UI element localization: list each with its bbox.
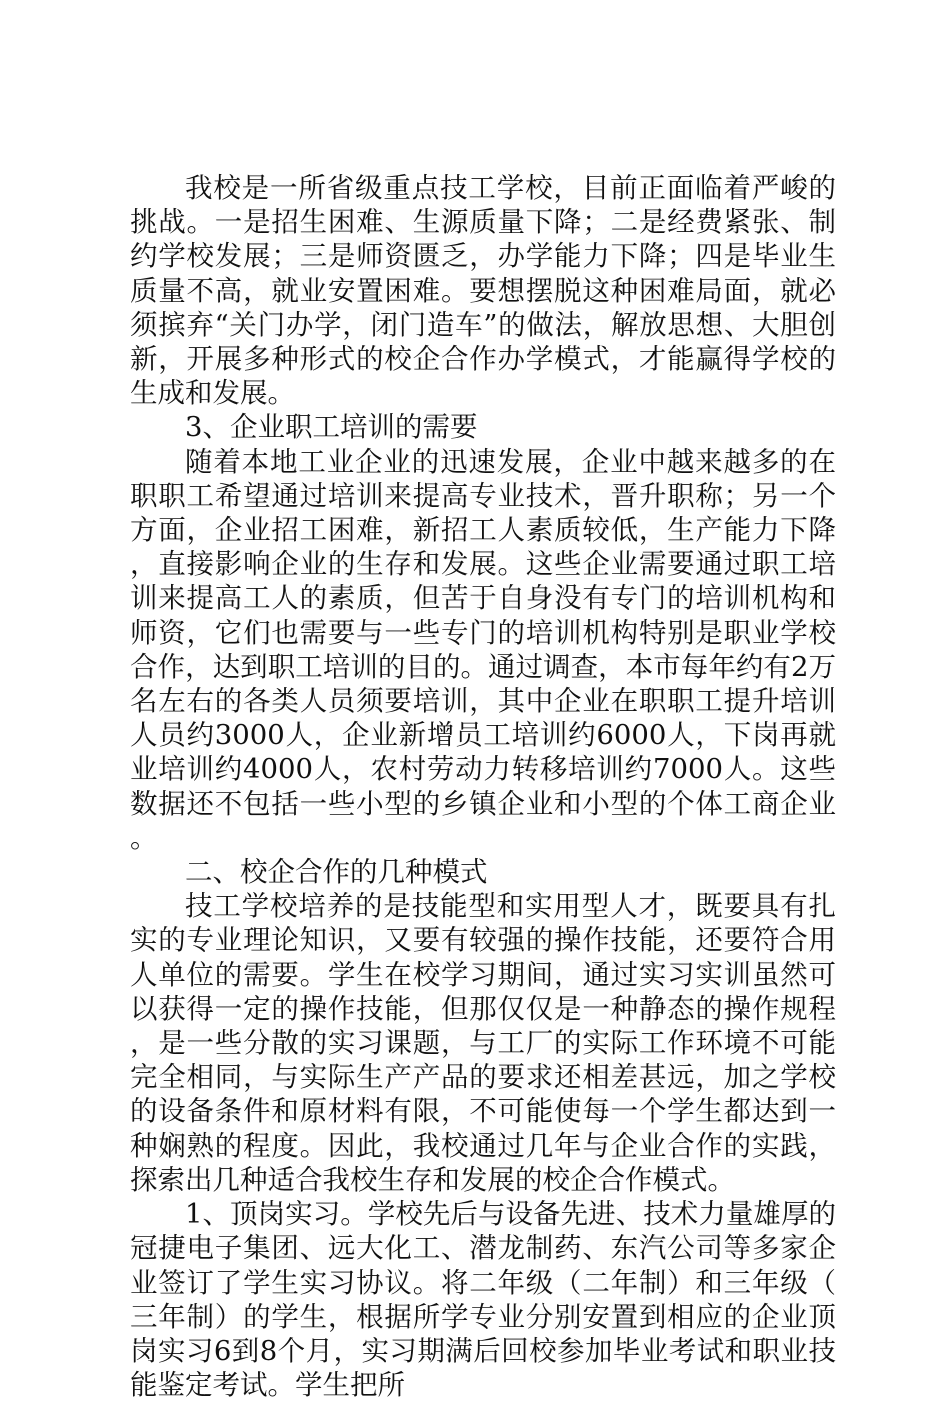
- paragraph-enterprise-training: 随着本地工业企业的迅速发展，企业中越来越多的在职职工希望通过培训来提高专业技术，晋升职称；另一个方面，企业招工困难，新招工人素质较低，生产能力下降，直接影响企业的生存和发展。这些企业需要通过职工培训来提高工人的素质，但苦于自身没有专门的培训机构和师资，它们也需要与一些专门的培训机构特别是职业学校合作，达到职工培训的目的。通过调查，本市每年约有2万名左右的各类人员须要培训，其中企业在职职工提升培训人员约3000人，企业新增员工培训约6000人，下岗再就业培训约4000人，农村劳动力转移培训约7000人。这些数据还不包括一些小型的乡镇企业和小型的个体工商企业。: [130, 445, 836, 854]
- heading-cooperation-modes: 二、校企合作的几种模式: [185, 856, 488, 889]
- paragraph-internship: 1、顶岗实习。学校先后与设备先进、技术力量雄厚的冠捷电子集团、远大化工、潜龙制药、东汽公司等多家企业签订了学生实习协议。将二年级（二年制）和三年级（三年制）的学生，根据所学专业分别安置到相应的企业顶岗实习6到8个月，实习期满后回校参加毕业考试和职业技能鉴定考试。学生把所: [130, 1198, 836, 1402]
- heading-enterprise-training-need: 3、企业职工培训的需要: [185, 411, 478, 444]
- document-page: [130, 171, 836, 1402]
- paragraph-school-challenges: 我校是一所省级重点技工学校，目前正面临着严峻的挑战。一是招生困难、生源质量下降；二是经费紧张、制约学校发展；三是师资匮乏，办学能力下降；四是毕业生质量不高，就业安置困难。要想摆脱这种困难局面，就必须摈弃“关门办学，闭门造车”的做法，解放思想、大胆创新，开展多种形式的校企合作办学模式，才能赢得学校的生成和发展。: [130, 172, 836, 410]
- paragraph-technical-school-training: 技工学校培养的是技能型和实用型人才，既要具有扎实的专业理论知识，又要有较强的操作技能，还要符合用人单位的需要。学生在校学习期间，通过实习实训虽然可以获得一定的操作技能，但那仅仅是一种静态的操作规程，是一些分散的实习课题，与工厂的实际工作环境不可能完全相同，与实际生产产品的要求还相差甚远，加之学校的设备条件和原材料有限，不可能使每一个学生都达到一种娴熟的程度。因此，我校通过几年与企业合作的实践，探索出几种适合我校生存和发展的校企合作模式。: [130, 890, 836, 1196]
